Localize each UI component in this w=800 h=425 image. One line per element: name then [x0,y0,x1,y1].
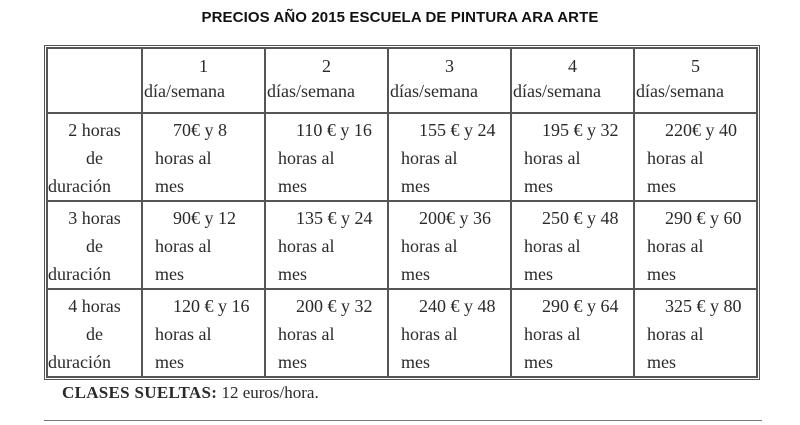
price-cell: 195 € y 32 horas al mes [511,113,634,201]
header-row [47,48,757,113]
price-cell: 200€ y 36 horas al mes [388,201,511,289]
row-header: 2 horas de duración [47,113,142,201]
column-number: 3 [445,56,454,76]
single-classes-label: CLASES SUELTAS: [62,383,218,402]
table-row [47,289,757,377]
column-header [265,48,388,113]
column-header [142,48,265,113]
column-number: 1 [199,56,208,76]
price-table [44,45,760,380]
column-number: 2 [322,56,331,76]
column-unit: día/semana [144,81,225,101]
price-cell: 155 € y 24 horas al mes [388,113,511,201]
bottom-divider [44,420,762,421]
price-cell: 120 € y 16 horas al mes [142,289,265,377]
table-row [47,113,757,201]
price-cell: 70€ y 8 horas al mes [142,113,265,201]
price-cell: 90€ y 12 horas al mes [142,201,265,289]
row-header: 3 horas de duración [47,201,142,289]
row-header: 4 horas de duración [47,289,142,377]
page-title: PRECIOS AÑO 2015 ESCUELA DE PINTURA ARA ARTE [201,9,599,26]
price-cell: 135 € y 24 horas al mes [265,201,388,289]
price-cell: 220€ y 40 horas al mes [634,113,757,201]
column-header [634,48,757,113]
price-cell: 250 € y 48 horas al mes [511,201,634,289]
price-cell: 290 € y 60 horas al mes [634,201,757,289]
column-unit: días/semana [513,81,601,101]
table-row [47,201,757,289]
column-unit: días/semana [390,81,478,101]
column-unit: días/semana [636,81,724,101]
column-number: 5 [691,56,700,76]
column-unit: días/semana [267,81,355,101]
price-cell: 325 € y 80 horas al mes [634,289,757,377]
corner-cell [47,48,142,113]
single-classes-note [62,383,319,403]
price-cell: 110 € y 16 horas al mes [265,113,388,201]
price-cell: 200 € y 32 horas al mes [265,289,388,377]
column-header [511,48,634,113]
single-classes-price: 12 euros/hora. [221,383,319,402]
price-cell: 290 € y 64 horas al mes [511,289,634,377]
price-cell: 240 € y 48 horas al mes [388,289,511,377]
column-number: 4 [568,56,577,76]
column-header [388,48,511,113]
